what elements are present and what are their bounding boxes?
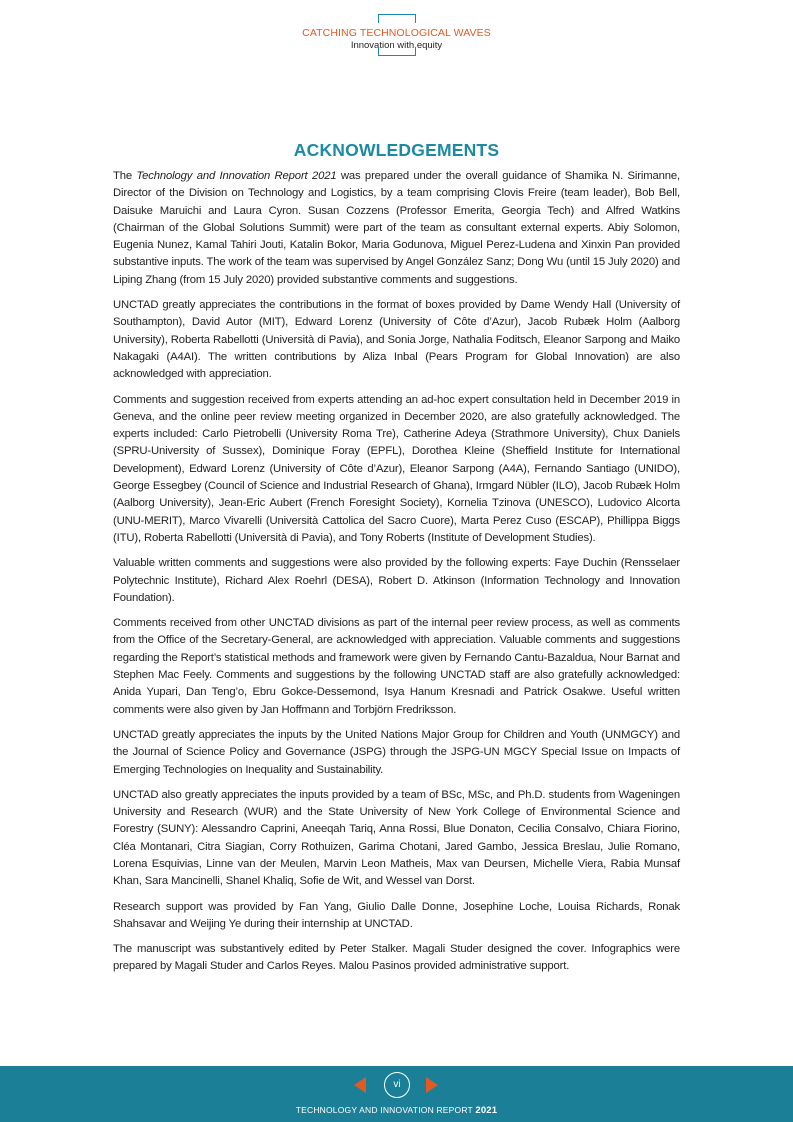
next-page-arrow-icon[interactable]	[426, 1077, 438, 1093]
report-title-italic: Technology and Innovation Report 2021	[136, 170, 337, 182]
page-number: vi	[384, 1072, 410, 1098]
paragraph-guidance-prefix: The	[113, 170, 137, 182]
header-bracket-bottom	[378, 47, 416, 56]
footer-report-label: TECHNOLOGY AND INNOVATION REPORT	[295, 1105, 473, 1115]
page-title: ACKNOWLEDGEMENTS	[293, 140, 500, 160]
page-footer	[0, 1066, 793, 1122]
header-bracket-top	[378, 14, 416, 23]
paragraph-guidance-rest: was prepared under the overall guidance of Shamika N. Sirimanne, Director of the Division on Technology and Logistics, by a team comprising Clovis Freire (team leader), Bob Bell, Daisuke Maruichi and Laura Cyron. Susan Cozzens (Professor Emerita, Georgia Tech) and Alfred Watkins (Chairman of the Global Solutions Summit) were part of the team as consultant external experts. Abiy Solomon, Eugenia Nunez, Kamal Tahiri Jouti, Katalin Bokor, Maria Godunova, Miguel Perez-Ludena and Xinxin Pan provided substantive inputs. The work of the team was supervised by Angel González Sanz; Dong Wu (until 15 July 2020) and Liping Zhang (from 15 July 2020) provided substantive comments and suggestions.	[113, 170, 680, 286]
paragraph-internal-review: Comments received from other UNCTAD divisions as part of the internal peer review process, as well as comments from the Office of the Secretary-General, are acknowledged with appreciation. Valuable comments and suggestions regarding the Report’s statistical methods and framework were given by Fernando Cantu-Bazaldua, Nour Barnat and Stephen Mac Feely. Comments and suggestions by the following UNCTAD staff are also gratefully acknowledged: Anida Yupari, Dan Teng’o, Ebru Gokce-Dessemond, Isya Hanum Kresnadi and Patrick Osakwe. Useful written comments were also given by Jan Hoffmann and Torbjörn Fredriksson.	[113, 617, 680, 716]
paragraph-editing: The manuscript was substantively edited by Peter Stalker. Magali Studer designed the cover. Infographics were prepared by Magali Studer and Carlos Reyes. Malou Pasinos provided administrative support.	[113, 943, 680, 973]
paragraph-students: UNCTAD also greatly appreciates the inputs provided by a team of BSc, MSc, and Ph.D. students from Wageningen University and Research (WUR) and the State University of New York College of Environmental Science and Forestry (SUNY): Alessandro Caprini, Aneeqah Tariq, Anna Rossi, Blue Donaton, Cecilia Consalvo, Chiara Fiorino, Cléa Montanari, Citra Siagian, Corry Rothuizen, Garima Chotani, Jared Gambo, Jessica Breslau, Julie Romano, Lorena Esquivias, Linne van der Meulen, Marvin Leon Matheis, Max van Deursen, Michelle Viera, Rabia Munsaf Khan, Sara Mancinelli, Shanel Khaliq, Sofie de Wit, and Wessel van Dorst.	[113, 788, 680, 888]
paragraph-written-comments: Valuable written comments and suggestions were also provided by the following experts: Faye Duchin (Rensselaer Polytechnic Institute), Richard Alex Roehrl (DESA), Robert D. Atkinson (Information Technology and Innovation Foundation).	[113, 557, 680, 604]
previous-page-arrow-icon[interactable]	[354, 1077, 366, 1093]
paragraph-research-support: Research support was provided by Fan Yang, Giulio Dalle Donne, Josephine Loche, Louisa Richards, Ronak Shahsavar and Weijing Ye during their internship at UNCTAD.	[113, 900, 680, 930]
paragraph-expert-consultation: Comments and suggestion received from experts attending an ad-hoc expert consultation held in December 2019 in Geneva, and the online peer review meeting organized in December 2020, are also gratefully acknowledged. The experts included: Carlo Pietrobelli (University Roma Tre), Catherine Adeya (Strathmore University), Chux Daniels (SPRU-University of Sussex), Dominique Foray (EPFL), Dorothea Kleine (Sheffield Institute for International Development), Edward Lorenz (University of Côte d’Azur), Eleanor Sarpong (A4A), Fernando Santiago (UNIDO), George Essegbey (Council of Science and Industrial Research of Ghana), Irmgard Nübler (ILO), Jacob Rubæk Holm (Aalborg University), Jean-Eric Aubert (French Foresight Society), Kornelia Tzinova (UNESCO), Ludovico Alcorta (UNU-MERIT), Marco Vivarelli (Università Cattolica del Sacro Cuore), Marta Perez Cuso (ESCAP), Phillippa Biggs (ITU), Roberta Rabellotti (Università di Pavia), and Tony Roberts (Institute of Development Studies).	[113, 393, 680, 544]
page-header	[0, 0, 793, 60]
footer-report-year: 2021	[475, 1105, 498, 1116]
paragraph-guidance	[113, 168, 680, 289]
paragraph-box-contributions: UNCTAD greatly appreciates the contributions in the format of boxes provided by Dame Wendy Hall (University of Southampton), David Autor (MIT), Edward Lorenz (University of Côte d’Azur), Jacob Rubæk Holm (Aalborg University), Roberta Rabellotti (Università di Pavia), and Sonia Jorge, Nathalia Foditsch, Eleanor Sarpong and Maiko Nakagaki (A4AI). The written contributions by Aliza Inbal (Pears Program for Global Innovation) are also acknowledged with appreciation.	[113, 299, 680, 381]
acknowledgements-body	[113, 168, 680, 984]
footer-report-title	[0, 1105, 793, 1116]
paragraph-unmgcy: UNCTAD greatly appreciates the inputs by the United Nations Major Group for Children and Youth (UNMGCY) and the Journal of Science Policy and Governance (JSPG) through the JSPG-UN MGCY Special Issue on Impacts of Emerging Technologies on Inequality and Sustainability.	[113, 728, 680, 776]
header-subtitle: Innovation with equity	[350, 40, 443, 51]
header-title: CATCHING TECHNOLOGICAL WAVES	[302, 27, 491, 39]
